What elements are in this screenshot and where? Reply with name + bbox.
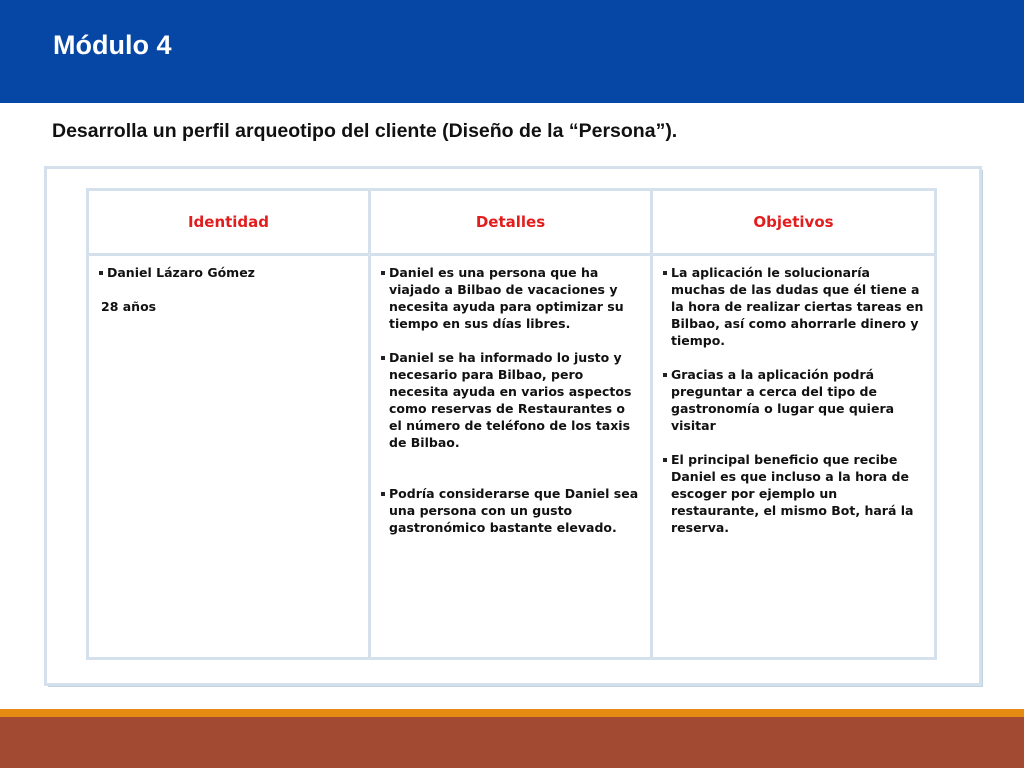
column-header-detalles: Detalles (370, 190, 652, 255)
slide-title: Módulo 4 (53, 30, 172, 60)
column-header-identidad: Identidad (88, 190, 370, 255)
list-item (379, 349, 642, 451)
identidad-cell (88, 255, 370, 659)
persona-name: Daniel Lázaro Gómez (107, 265, 255, 280)
table-row (88, 255, 936, 659)
footer-bar (0, 717, 1024, 768)
bullet-icon (381, 492, 385, 496)
detalles-cell (370, 255, 652, 659)
detalle-text: Podría considerarse que Daniel sea una persona con un gusto gastronómico bastante elevado. (389, 486, 639, 535)
objetivo-text: Gracias a la aplicación podrá preguntar a cerca del tipo de gastronomía o lugar que quiera visitar (671, 367, 895, 433)
bullet-icon (663, 458, 667, 462)
bullet-icon (663, 271, 667, 275)
objetivos-list (661, 264, 926, 536)
detalle-text: Daniel es una persona que ha viajado a Bilbao de vacaciones y necesita ayuda para optimizar su tiempo en sus días libres. (389, 265, 624, 331)
list-item (661, 366, 926, 434)
header-bar (0, 0, 1024, 103)
identidad-list (97, 264, 360, 281)
list-item (379, 264, 642, 332)
bullet-icon (99, 271, 103, 275)
persona-age: 28 años (101, 299, 157, 314)
list-item (379, 485, 642, 536)
objetivos-cell (652, 255, 936, 659)
footer-accent-stripe (0, 709, 1024, 717)
list-item (661, 451, 926, 536)
persona-table (86, 188, 937, 660)
objetivo-text: La aplicación le solucionaría muchas de las dudas que él tiene a la hora de realizar ciertas tareas en Bilbao, así como ahorrarle dinero y tiempo. (671, 265, 924, 348)
detalles-list (379, 264, 642, 536)
list-item (97, 264, 360, 281)
table-header-row (88, 190, 936, 255)
bullet-icon (381, 271, 385, 275)
detalle-text: Daniel se ha informado lo justo y necesario para Bilbao, pero necesita ayuda en varios aspectos como reservas de Restaurantes o el número de teléfono de los taxis de Bilbao. (389, 350, 632, 450)
list-item (661, 264, 926, 349)
bullet-icon (663, 373, 667, 377)
column-header-objetivos: Objetivos (652, 190, 936, 255)
objetivo-text: El principal beneficio que recibe Daniel es que incluso a la hora de escoger por ejemplo un restaurante, el mismo Bot, hará la reserva. (671, 452, 914, 535)
bullet-icon (381, 356, 385, 360)
slide-subtitle: Desarrolla un perfil arqueotipo del cliente (Diseño de la “Persona”). (52, 120, 678, 142)
